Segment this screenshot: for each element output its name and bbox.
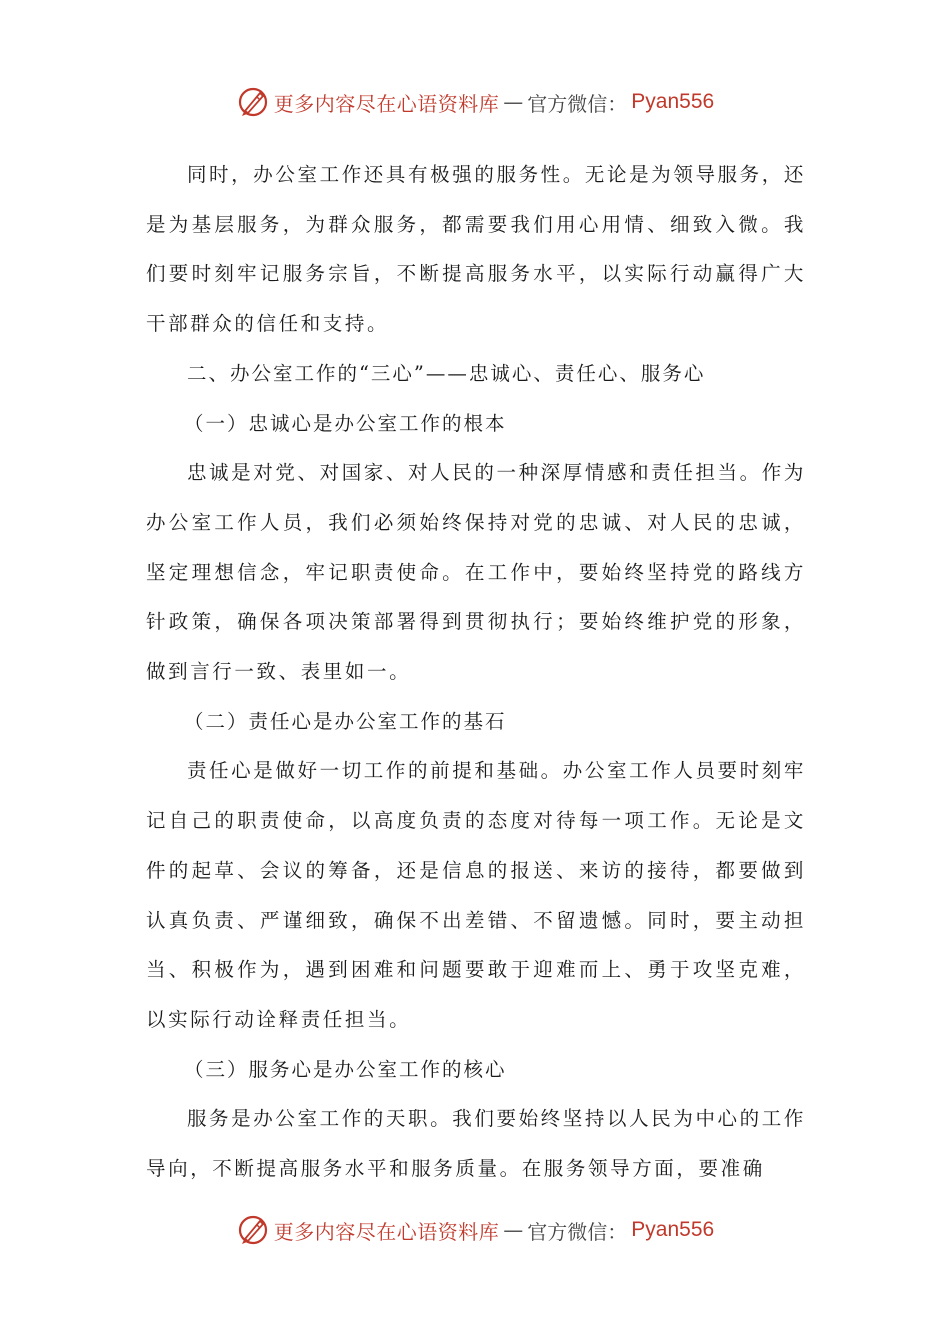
banner-site-name: 更多内容尽在心语资料库 bbox=[273, 91, 500, 116]
paragraph-responsibility: 责任心是做好一切工作的前提和基础。办公室工作人员要时刻牢记自己的职责使命，以高度负责的态度对待每一项工作。无论是文件的起草、会议的筹备，还是信息的报送、来访的接待，都要做到认真负责、严谨细致，确保不出差错、不留遗憾。同时，要主动担当、积极作为，遇到困难和问题要敢于迎难而上、勇于攻坚克难，以实际行动诠释责任担当。 bbox=[146, 759, 806, 1031]
pen-logo-icon bbox=[236, 1213, 270, 1247]
banner-wechat-id: Pyan556 bbox=[631, 1218, 715, 1241]
subheading-service: （三）服务心是办公室工作的核心 bbox=[184, 1057, 507, 1081]
banner-site-name: 更多内容尽在心语资料库 bbox=[273, 1219, 500, 1244]
paragraph-service-core: 服务是办公室工作的天职。我们要始终坚持以人民为中心的工作导向，不断提高服务水平和服务质量。在服务领导方面，要准确 bbox=[146, 1107, 806, 1181]
document-body bbox=[146, 150, 806, 1194]
paragraph-service: 同时，办公室工作还具有极强的服务性。无论是为领导服务，还是为基层服务，为群众服务，都需要我们用心用情、细致入微。我们要时刻牢记服务宗旨，不断提高服务水平，以实际行动赢得广大干部群众的信任和支持。 bbox=[146, 163, 806, 336]
footer-watermark-banner bbox=[0, 1210, 950, 1250]
banner-wechat-label: 官方微信： bbox=[527, 91, 628, 116]
subheading-responsibility: （二）责任心是办公室工作的基石 bbox=[184, 709, 507, 733]
subheading-loyalty: （一）忠诚心是办公室工作的根本 bbox=[184, 411, 507, 435]
banner-dash: — bbox=[503, 90, 524, 114]
pen-logo-icon bbox=[236, 85, 270, 119]
banner-wechat-id: Pyan556 bbox=[631, 90, 715, 113]
banner-wechat-label: 官方微信： bbox=[527, 1219, 628, 1244]
banner-dash: — bbox=[503, 1218, 524, 1242]
header-watermark-banner bbox=[0, 82, 950, 122]
paragraph-loyalty: 忠诚是对党、对国家、对人民的一种深厚情感和责任担当。作为办公室工作人员，我们必须始终保持对党的忠诚、对人民的忠诚，坚定理想信念，牢记职责使命。在工作中，要始终坚持党的路线方针政策，确保各项决策部署得到贯彻执行；要始终维护党的形象，做到言行一致、表里如一。 bbox=[146, 461, 806, 684]
section-heading-three-hearts: 二、办公室工作的“三心”——忠诚心、责任心、服务心 bbox=[186, 361, 706, 385]
